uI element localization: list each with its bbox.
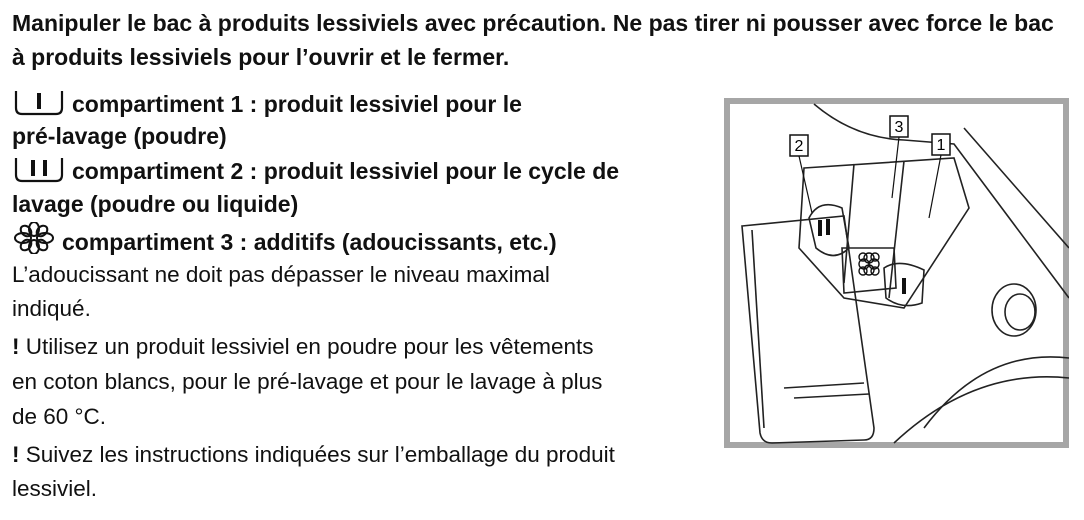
compartment-2-text-cont: lavage (poudre ou liquide) — [12, 191, 299, 217]
compartment-2-text: compartiment 2 : produit lessiviel pour le cycle de — [72, 158, 620, 184]
instructions-note-text-1: Suivez les instructions indiquées sur l’emballage du produit — [25, 442, 615, 467]
compartment-3-text: compartiment 3 : additifs (adoucissants, etc.) — [62, 229, 557, 255]
instructions-note-line-1 — [12, 438, 615, 471]
drawer-label-2: 2 — [794, 138, 804, 155]
exclamation-mark: ! — [12, 442, 20, 467]
compartment-1-line — [12, 88, 522, 124]
exclamation-mark: ! — [12, 334, 20, 359]
powder-note-text-1: Utilisez un produit lessiviel en poudre pour les vêtements — [25, 334, 594, 359]
compartment-1-icon — [12, 88, 66, 124]
compartment-1-text-cont: pré-lavage (poudre) — [12, 123, 227, 149]
illustration-frame — [727, 101, 1066, 445]
instructions-note-line-2: lessiviel. — [12, 476, 98, 501]
powder-note-line-2: en coton blancs, pour le pré-lavage et pour le lavage à plus — [12, 369, 603, 394]
drawer-label-1: 1 — [936, 137, 946, 154]
intro-paragraph: Manipuler le bac à produits lessiviels avec précaution. Ne pas tirer ni pousser avec force le bac à produits lessiviels pour l’ouvrir et le fermer. — [12, 10, 1054, 70]
softener-note-line-2: indiqué. — [12, 296, 91, 321]
compartment-3-line — [12, 222, 557, 262]
powder-note-line-3: de 60 °C. — [12, 404, 107, 429]
compartment-2-icon — [12, 155, 66, 191]
drawer-label-3: 3 — [894, 119, 904, 136]
detergent-drawer-illustration — [724, 98, 1069, 448]
compartment-2-line — [12, 155, 619, 191]
flower-icon — [12, 222, 56, 262]
powder-note-line-1 — [12, 330, 594, 363]
softener-note-line-1: L’adoucissant ne doit pas dépasser le niveau maximal — [12, 262, 550, 287]
compartment-1-text: compartiment 1 : produit lessiviel pour le — [72, 91, 522, 117]
